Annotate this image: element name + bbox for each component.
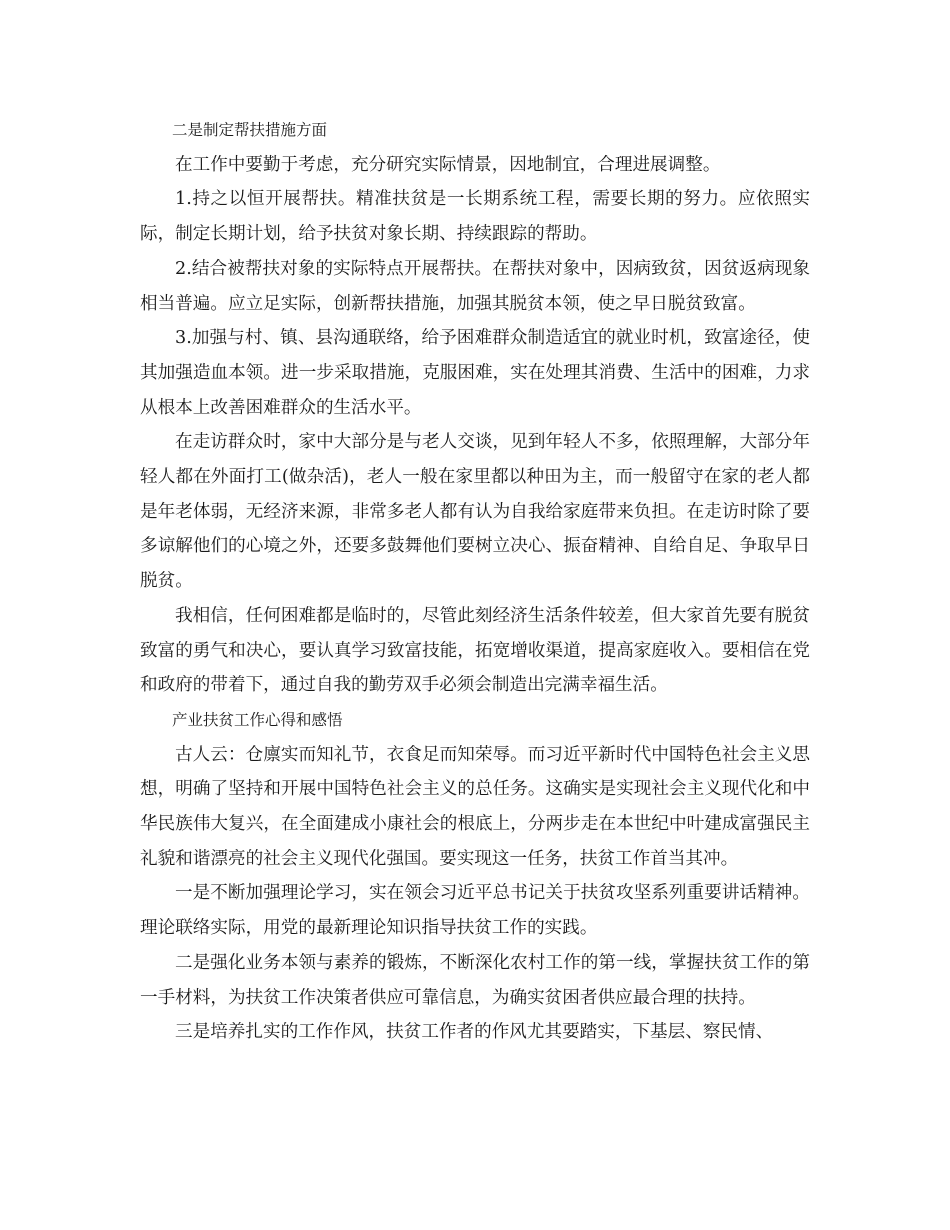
paragraph: 在工作中要勤于考虑，充分研究实际情景，因地制宜，合理进展调整。: [175, 154, 721, 175]
paragraph: 1.持之以恒开展帮扶。精准扶贫是一长期系统工程，需要长期的努力。应依照实际，制定长期计划，给予扶贫对象长期、持续跟踪的帮助。: [140, 189, 810, 245]
paragraph: 古人云：仓廪实而知礼节，衣食足而知荣辱。而习近平新时代中国特色社会主义思想，明确了坚持和开展中国特色社会主义的总任务。这确实是实现社会主义现代化和中华民族伟大复兴，在全面建成小康社会的根底上，分两步走在本世纪中叶建成富强民主礼貌和谐漂亮的社会主义现代化强国。要实现这一任务，扶贫工作首当其冲。: [140, 744, 810, 869]
paragraph: 二是强化业务本领与素养的锻炼，不断深化农村工作的第一线，掌握扶贫工作的第一手材料，为扶贫工作决策者供应可靠信息，为确实贫困者供应最合理的扶持。: [140, 952, 810, 1008]
paragraph: 一是不断加强理论学习，实在领会习近平总书记关于扶贫攻坚系列重要讲话精神。理论联络实际，用党的最新理论知识指导扶贫工作的实践。: [140, 883, 810, 939]
paragraph: 在走访群众时，家中大部分是与老人交谈，见到年轻人不多，依照理解，大部分年轻人都在外面打工(做杂活)，老人一般在家里都以种田为主，而一般留守在家的老人都是年老体弱，无经济来源，非常多老人都有认为自我给家庭带来负担。在走访时除了要多谅解他们的心境之外，还要多鼓舞他们要树立决心、振奋精神、自给自足、争取早日脱贫。: [140, 432, 810, 592]
paragraph: 2.结合被帮扶对象的实际特点开展帮扶。在帮扶对象中，因病致贫，因贫返病现象相当普遍。应立足实际，创新帮扶措施，加强其脱贫本领，使之早日脱贫致富。: [140, 258, 810, 314]
section-heading: 二是制定帮扶措施方面: [172, 121, 328, 139]
document-body: [140, 113, 810, 1050]
paragraph: 我相信，任何困难都是临时的，尽管此刻经济生活条件较差，但大家首先要有脱贫致富的勇气和决心，要认真学习致富技能，拓宽增收渠道，提高家庭收入。要相信在党和政府的带着下，通过自我的勤劳双手必须会制造出完满幸福生活。: [140, 605, 810, 696]
paragraph: 3.加强与村、镇、县沟通联络，给予困难群众制造适宜的就业时机，致富途径，使其加强造血本领。进一步采取措施，克服困难，实在处理其消费、生活中的困难，力求从根本上改善困难群众的生活水平。: [140, 328, 810, 418]
section-heading: 产业扶贫工作心得和感悟: [172, 710, 343, 729]
paragraph: 三是培养扎实的工作作风，扶贫工作者的作风尤其要踏实，下基层、察民情、: [175, 1022, 774, 1043]
